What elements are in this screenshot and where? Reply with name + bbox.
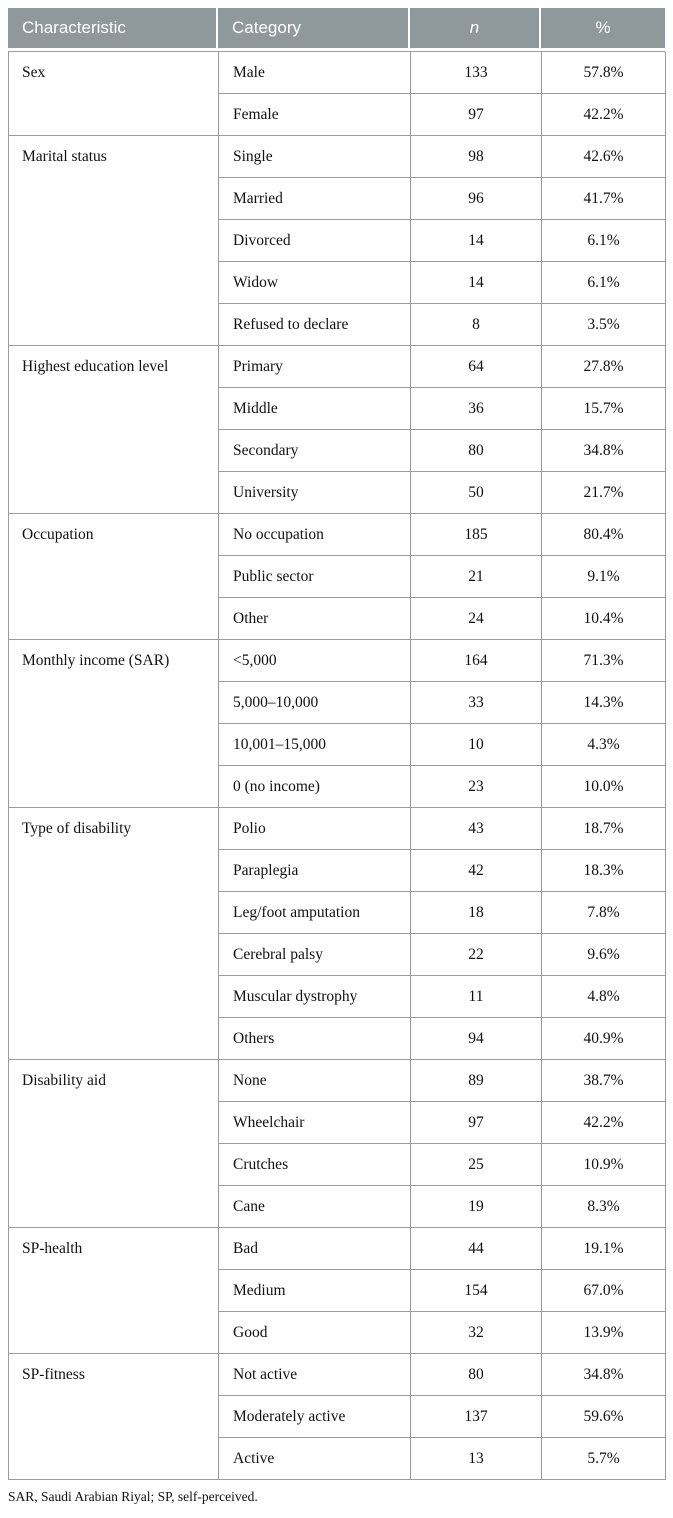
n-cell: 11 [411, 976, 542, 1018]
category-cell: Middle [219, 388, 411, 430]
category-cell: Paraplegia [219, 850, 411, 892]
category-cell: University [219, 472, 411, 514]
n-cell: 14 [411, 262, 542, 304]
n-cell: 97 [411, 1102, 542, 1144]
category-cell: Leg/foot amputation [219, 892, 411, 934]
percent-cell: 59.6% [542, 1396, 666, 1438]
n-cell: 98 [411, 136, 542, 178]
n-cell: 185 [411, 514, 542, 556]
characteristic-cell: Marital status [9, 136, 219, 346]
n-cell: 164 [411, 640, 542, 682]
percent-cell: 10.4% [542, 598, 666, 640]
n-cell: 13 [411, 1438, 542, 1480]
demographics-table [8, 8, 665, 1505]
n-cell: 94 [411, 1018, 542, 1060]
n-cell: 154 [411, 1270, 542, 1312]
category-cell: 0 (no income) [219, 766, 411, 808]
category-cell: Bad [219, 1228, 411, 1270]
category-cell: Wheelchair [219, 1102, 411, 1144]
n-cell: 96 [411, 178, 542, 220]
category-cell: <5,000 [219, 640, 411, 682]
category-cell: Refused to declare [219, 304, 411, 346]
percent-cell: 21.7% [542, 472, 666, 514]
n-cell: 43 [411, 808, 542, 850]
n-cell: 36 [411, 388, 542, 430]
n-cell: 32 [411, 1312, 542, 1354]
category-cell: Medium [219, 1270, 411, 1312]
category-cell: Active [219, 1438, 411, 1480]
n-cell: 44 [411, 1228, 542, 1270]
n-cell: 23 [411, 766, 542, 808]
category-cell: Married [219, 178, 411, 220]
characteristic-cell: Type of disability [9, 808, 219, 1060]
category-cell: Secondary [219, 430, 411, 472]
header-n: n [410, 8, 541, 48]
table-body [8, 51, 665, 1480]
percent-cell: 4.8% [542, 976, 666, 1018]
n-cell: 42 [411, 850, 542, 892]
n-cell: 50 [411, 472, 542, 514]
percent-cell: 18.7% [542, 808, 666, 850]
percent-cell: 42.6% [542, 136, 666, 178]
category-cell: Moderately active [219, 1396, 411, 1438]
category-cell: None [219, 1060, 411, 1102]
percent-cell: 38.7% [542, 1060, 666, 1102]
category-cell: Single [219, 136, 411, 178]
percent-cell: 40.9% [542, 1018, 666, 1060]
category-cell: 10,001–15,000 [219, 724, 411, 766]
category-cell: 5,000–10,000 [219, 682, 411, 724]
characteristic-cell: Highest education level [9, 346, 219, 514]
header-characteristic: Characteristic [8, 8, 218, 48]
n-cell: 19 [411, 1186, 542, 1228]
n-cell: 22 [411, 934, 542, 976]
n-cell: 10 [411, 724, 542, 766]
n-cell: 14 [411, 220, 542, 262]
n-cell: 80 [411, 1354, 542, 1396]
category-cell: Crutches [219, 1144, 411, 1186]
percent-cell: 42.2% [542, 1102, 666, 1144]
percent-cell: 42.2% [542, 94, 666, 136]
percent-cell: 4.3% [542, 724, 666, 766]
percent-cell: 5.7% [542, 1438, 666, 1480]
percent-cell: 3.5% [542, 304, 666, 346]
percent-cell: 34.8% [542, 430, 666, 472]
characteristic-cell: SP-health [9, 1228, 219, 1354]
category-cell: Widow [219, 262, 411, 304]
n-cell: 25 [411, 1144, 542, 1186]
characteristic-cell: Occupation [9, 514, 219, 640]
category-cell: Female [219, 94, 411, 136]
n-cell: 133 [411, 52, 542, 94]
category-cell: Not active [219, 1354, 411, 1396]
percent-cell: 27.8% [542, 346, 666, 388]
characteristic-cell: SP-fitness [9, 1354, 219, 1480]
percent-cell: 18.3% [542, 850, 666, 892]
characteristic-cell: Disability aid [9, 1060, 219, 1228]
percent-cell: 10.0% [542, 766, 666, 808]
percent-cell: 9.1% [542, 556, 666, 598]
percent-cell: 71.3% [542, 640, 666, 682]
percent-cell: 80.4% [542, 514, 666, 556]
n-cell: 33 [411, 682, 542, 724]
percent-cell: 8.3% [542, 1186, 666, 1228]
category-cell: Male [219, 52, 411, 94]
characteristic-cell: Sex [9, 52, 219, 136]
category-cell: Cerebral palsy [219, 934, 411, 976]
percent-cell: 19.1% [542, 1228, 666, 1270]
percent-cell: 14.3% [542, 682, 666, 724]
percent-cell: 6.1% [542, 220, 666, 262]
characteristic-cell: Monthly income (SAR) [9, 640, 219, 808]
category-cell: Good [219, 1312, 411, 1354]
n-cell: 18 [411, 892, 542, 934]
n-cell: 89 [411, 1060, 542, 1102]
category-cell: Muscular dystrophy [219, 976, 411, 1018]
percent-cell: 13.9% [542, 1312, 666, 1354]
percent-cell: 34.8% [542, 1354, 666, 1396]
n-cell: 8 [411, 304, 542, 346]
category-cell: Polio [219, 808, 411, 850]
percent-cell: 15.7% [542, 388, 666, 430]
n-cell: 80 [411, 430, 542, 472]
category-cell: Others [219, 1018, 411, 1060]
percent-cell: 9.6% [542, 934, 666, 976]
category-cell: No occupation [219, 514, 411, 556]
n-cell: 21 [411, 556, 542, 598]
percent-cell: 6.1% [542, 262, 666, 304]
header-category: Category [218, 8, 410, 48]
category-cell: Other [219, 598, 411, 640]
percent-cell: 10.9% [542, 1144, 666, 1186]
n-cell: 64 [411, 346, 542, 388]
category-cell: Public sector [219, 556, 411, 598]
category-cell: Cane [219, 1186, 411, 1228]
category-cell: Primary [219, 346, 411, 388]
n-cell: 24 [411, 598, 542, 640]
percent-cell: 7.8% [542, 892, 666, 934]
n-cell: 137 [411, 1396, 542, 1438]
table-footnote: SAR, Saudi Arabian Riyal; SP, self-perceived. [8, 1489, 258, 1504]
percent-cell: 41.7% [542, 178, 666, 220]
table-header-row [8, 8, 665, 48]
header-percent: % [541, 8, 665, 48]
n-cell: 97 [411, 94, 542, 136]
percent-cell: 57.8% [542, 52, 666, 94]
percent-cell: 67.0% [542, 1270, 666, 1312]
category-cell: Divorced [219, 220, 411, 262]
